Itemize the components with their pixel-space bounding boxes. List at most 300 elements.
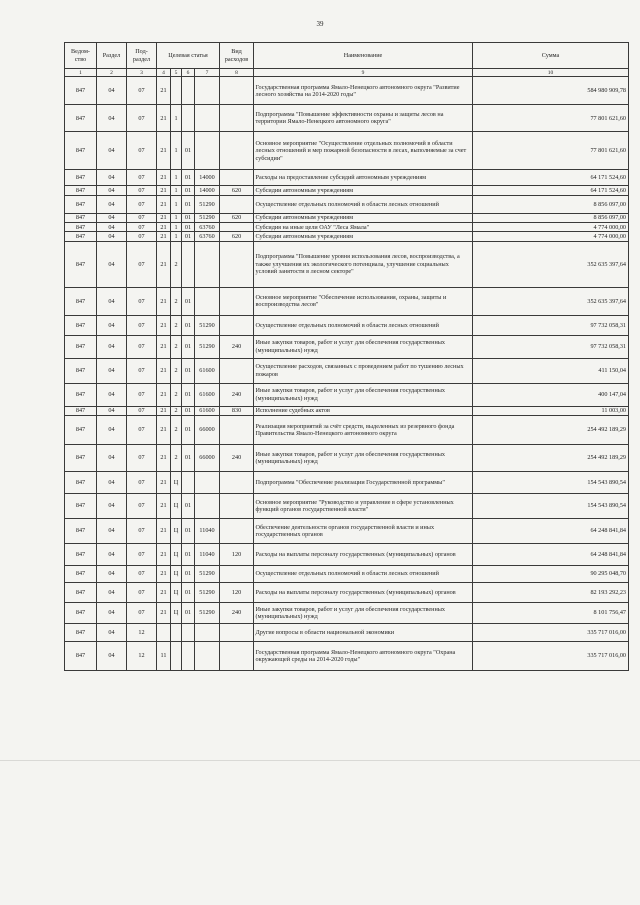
cell-c4: 21: [157, 77, 171, 105]
cell-c6: [182, 241, 195, 287]
cell-sum: 82 193 292,23: [473, 583, 629, 603]
cell-c6: 01: [182, 335, 195, 358]
cell-ved: 847: [65, 544, 97, 566]
cell-sum: 64 248 841,84: [473, 519, 629, 544]
cell-sum: 254 492 189,29: [473, 416, 629, 445]
cell-ved: 847: [65, 624, 97, 642]
cell-vid: [220, 472, 254, 494]
cell-sum: 8 856 097,00: [473, 213, 629, 222]
cell-name: Основное мероприятие "Осуществление отдельных полномочий в области лесных отношений и мер пожарной безопасности в лесах, выполняемые за счет субсидии": [254, 132, 473, 170]
cell-c4: 21: [157, 416, 171, 445]
column-header-podrazdel: Под-раздел: [127, 43, 157, 69]
cell-pod: 07: [127, 287, 157, 315]
cell-c4: 21: [157, 186, 171, 195]
cell-c5: 1: [171, 195, 182, 213]
cell-c4: 21: [157, 223, 171, 232]
cell-raz: 04: [97, 223, 127, 232]
cell-raz: 04: [97, 105, 127, 132]
column-number-cell: 10: [473, 69, 629, 77]
cell-c5: Ц: [171, 583, 182, 603]
cell-raz: 04: [97, 472, 127, 494]
cell-pod: 07: [127, 583, 157, 603]
cell-sum: 335 717 016,00: [473, 642, 629, 671]
cell-c4: 21: [157, 566, 171, 583]
cell-c6: [182, 472, 195, 494]
cell-vid: [220, 494, 254, 519]
cell-ved: 847: [65, 223, 97, 232]
cell-c4: 21: [157, 335, 171, 358]
cell-raz: 04: [97, 132, 127, 170]
cell-c5: 2: [171, 445, 182, 472]
cell-c6: [182, 642, 195, 671]
cell-c5: 1: [171, 132, 182, 170]
column-header-vid-raskhodov: Вид расходов: [220, 43, 254, 69]
cell-name: Иные закупки товаров, работ и услуг для обеспечения государственных (муниципальных) нужд: [254, 603, 473, 624]
cell-sum: 4 774 000,00: [473, 223, 629, 232]
table-row: [65, 416, 629, 445]
cell-c6: [182, 624, 195, 642]
cell-c5: 2: [171, 406, 182, 415]
cell-c5: 1: [171, 170, 182, 186]
cell-raz: 04: [97, 603, 127, 624]
table-row: [65, 406, 629, 415]
column-header-tselevaya-statya: Целевая статья: [157, 43, 220, 69]
cell-c6: 01: [182, 583, 195, 603]
cell-c4: 21: [157, 544, 171, 566]
cell-c4: [157, 624, 171, 642]
cell-name: Субсидии автономным учреждениям: [254, 232, 473, 241]
cell-c6: 01: [182, 186, 195, 195]
cell-name: Основное мероприятие "Руководство и управление в сфере установленных функций органов государственной власти": [254, 494, 473, 519]
cell-sum: 11 003,00: [473, 406, 629, 415]
cell-vid: 240: [220, 383, 254, 406]
page-edge-line: [0, 760, 640, 761]
cell-raz: 04: [97, 241, 127, 287]
cell-c7: [195, 287, 220, 315]
cell-raz: 04: [97, 494, 127, 519]
cell-raz: 04: [97, 170, 127, 186]
cell-raz: 04: [97, 544, 127, 566]
cell-name: Субсидии автономным учреждениям: [254, 186, 473, 195]
cell-vid: [220, 358, 254, 383]
table-row: [65, 195, 629, 213]
table-row: [65, 566, 629, 583]
cell-pod: 07: [127, 544, 157, 566]
cell-ved: 847: [65, 445, 97, 472]
column-number-cell: 2: [97, 69, 127, 77]
cell-vid: 240: [220, 603, 254, 624]
cell-sum: 90 295 048,70: [473, 566, 629, 583]
cell-ved: 847: [65, 287, 97, 315]
cell-raz: 04: [97, 445, 127, 472]
cell-ved: 847: [65, 170, 97, 186]
page-number: 39: [316, 20, 324, 28]
cell-c6: 01: [182, 603, 195, 624]
cell-name: Осуществление отдельных полномочий в области лесных отношений: [254, 195, 473, 213]
cell-raz: 04: [97, 213, 127, 222]
cell-pod: 07: [127, 132, 157, 170]
cell-sum: 352 635 397,64: [473, 241, 629, 287]
column-number-cell: 8: [220, 69, 254, 77]
cell-c4: 21: [157, 105, 171, 132]
cell-c7: 51290: [195, 583, 220, 603]
cell-pod: 07: [127, 519, 157, 544]
cell-c5: 2: [171, 335, 182, 358]
cell-c4: 21: [157, 287, 171, 315]
cell-c5: 2: [171, 416, 182, 445]
cell-c7: 51290: [195, 566, 220, 583]
cell-ved: 847: [65, 472, 97, 494]
column-header-name: Наименование: [254, 43, 473, 69]
cell-sum: 77 801 621,60: [473, 105, 629, 132]
cell-sum: 400 147,04: [473, 383, 629, 406]
table-row: [65, 132, 629, 170]
cell-pod: 07: [127, 213, 157, 222]
cell-c7: [195, 77, 220, 105]
cell-pod: 07: [127, 566, 157, 583]
cell-vid: [220, 132, 254, 170]
cell-c7: 51290: [195, 603, 220, 624]
cell-c7: [195, 624, 220, 642]
cell-raz: 04: [97, 624, 127, 642]
cell-pod: 07: [127, 603, 157, 624]
cell-pod: 07: [127, 315, 157, 335]
cell-ved: 847: [65, 335, 97, 358]
cell-name: Исполнение судебных актов: [254, 406, 473, 415]
cell-vid: 240: [220, 335, 254, 358]
cell-c5: 1: [171, 186, 182, 195]
cell-vid: [220, 416, 254, 445]
cell-c7: [195, 105, 220, 132]
cell-raz: 04: [97, 416, 127, 445]
cell-c6: 01: [182, 132, 195, 170]
cell-ved: 847: [65, 406, 97, 415]
cell-c4: 21: [157, 358, 171, 383]
cell-name: Подпрограмма "Повышение уровня использования лесов, воспроизводства, а также улучшения их экологического потенциала, улучшение социальных условий занятости в лесном секторе": [254, 241, 473, 287]
column-number-cell: 1: [65, 69, 97, 77]
table-row: [65, 358, 629, 383]
cell-c4: 21: [157, 213, 171, 222]
cell-c4: 21: [157, 445, 171, 472]
table-row: [65, 624, 629, 642]
cell-sum: 64 171 524,60: [473, 170, 629, 186]
table-row: [65, 603, 629, 624]
cell-name: Другие вопросы в области национальной экономики: [254, 624, 473, 642]
cell-c6: [182, 77, 195, 105]
cell-name: Иные закупки товаров, работ и услуг для обеспечения государственных (муниципальных) нужд: [254, 445, 473, 472]
cell-pod: 07: [127, 445, 157, 472]
cell-sum: 154 543 890,54: [473, 494, 629, 519]
column-number-cell: 9: [254, 69, 473, 77]
cell-c4: 21: [157, 583, 171, 603]
cell-c5: [171, 642, 182, 671]
cell-c7: [195, 642, 220, 671]
cell-vid: [220, 77, 254, 105]
cell-name: Осуществление расходов, связанных с проведением работ по тушению лесных пожаров: [254, 358, 473, 383]
cell-vid: [220, 642, 254, 671]
table-row: [65, 335, 629, 358]
cell-c7: 11040: [195, 519, 220, 544]
cell-sum: 8 101 756,47: [473, 603, 629, 624]
cell-vid: 830: [220, 406, 254, 415]
cell-vid: 620: [220, 186, 254, 195]
cell-raz: 04: [97, 358, 127, 383]
cell-c7: 66000: [195, 445, 220, 472]
cell-raz: 04: [97, 315, 127, 335]
cell-vid: [220, 105, 254, 132]
cell-c6: 01: [182, 544, 195, 566]
cell-ved: 847: [65, 416, 97, 445]
cell-c5: Ц: [171, 472, 182, 494]
table-row: [65, 544, 629, 566]
cell-raz: 04: [97, 519, 127, 544]
cell-pod: 07: [127, 232, 157, 241]
table-row: [65, 472, 629, 494]
cell-c5: 2: [171, 287, 182, 315]
table-row: [65, 241, 629, 287]
cell-c7: 14000: [195, 186, 220, 195]
cell-c7: 51290: [195, 195, 220, 213]
table-row: [65, 315, 629, 335]
cell-c6: 01: [182, 213, 195, 222]
cell-vid: 620: [220, 213, 254, 222]
cell-c6: 01: [182, 566, 195, 583]
cell-c4: 21: [157, 519, 171, 544]
cell-ved: 847: [65, 241, 97, 287]
cell-c7: 14000: [195, 170, 220, 186]
cell-vid: [220, 170, 254, 186]
cell-pod: 07: [127, 241, 157, 287]
cell-vid: 120: [220, 544, 254, 566]
cell-sum: 97 732 058,31: [473, 315, 629, 335]
cell-ved: 847: [65, 583, 97, 603]
cell-raz: 04: [97, 383, 127, 406]
column-number-cell: 4: [157, 69, 171, 77]
column-header-summa: Сумма: [473, 43, 629, 69]
cell-c4: 21: [157, 603, 171, 624]
cell-name: Государственная программа Ямало-Ненецкого автономного округа "Охрана окружающей среды на 2014-2020 годы": [254, 642, 473, 671]
cell-c6: 01: [182, 195, 195, 213]
cell-pod: 07: [127, 406, 157, 415]
cell-c5: Ц: [171, 519, 182, 544]
cell-c6: 01: [182, 315, 195, 335]
cell-c7: 51290: [195, 315, 220, 335]
column-number-cell: 3: [127, 69, 157, 77]
cell-ved: 847: [65, 358, 97, 383]
cell-sum: 352 635 397,64: [473, 287, 629, 315]
column-number-cell: 7: [195, 69, 220, 77]
cell-name: Субсидия на иные цели ОАУ "Леса Ямала": [254, 223, 473, 232]
cell-c7: 61600: [195, 406, 220, 415]
cell-sum: 335 717 016,00: [473, 624, 629, 642]
cell-ved: 847: [65, 77, 97, 105]
cell-pod: 07: [127, 170, 157, 186]
cell-c7: [195, 132, 220, 170]
cell-sum: 4 774 000,00: [473, 232, 629, 241]
cell-c6: 01: [182, 519, 195, 544]
cell-c4: 11: [157, 642, 171, 671]
cell-vid: [220, 223, 254, 232]
cell-c6: 01: [182, 358, 195, 383]
cell-c4: 21: [157, 241, 171, 287]
cell-name: Расходы на выплаты персоналу государственных (муниципальных) органов: [254, 583, 473, 603]
cell-c4: 21: [157, 315, 171, 335]
cell-c6: 01: [182, 232, 195, 241]
cell-name: Осуществление отдельных полномочий в области лесных отношений: [254, 566, 473, 583]
cell-c6: 01: [182, 406, 195, 415]
cell-c4: 21: [157, 383, 171, 406]
cell-raz: 04: [97, 287, 127, 315]
cell-ved: 847: [65, 186, 97, 195]
cell-c5: 1: [171, 213, 182, 222]
cell-pod: 07: [127, 223, 157, 232]
cell-c6: 01: [182, 494, 195, 519]
cell-raz: 04: [97, 335, 127, 358]
cell-raz: 04: [97, 566, 127, 583]
cell-c4: 21: [157, 195, 171, 213]
cell-ved: 847: [65, 132, 97, 170]
cell-c5: 1: [171, 223, 182, 232]
cell-vid: 620: [220, 232, 254, 241]
cell-vid: 240: [220, 445, 254, 472]
cell-c5: [171, 77, 182, 105]
cell-name: Расходы на предоставление субсидий автономным учреждениям: [254, 170, 473, 186]
cell-pod: 07: [127, 494, 157, 519]
table-row: [65, 232, 629, 241]
cell-pod: 07: [127, 195, 157, 213]
cell-raz: 04: [97, 232, 127, 241]
cell-sum: 254 492 189,29: [473, 445, 629, 472]
cell-c5: Ц: [171, 544, 182, 566]
cell-sum: 77 801 621,60: [473, 132, 629, 170]
column-header-vedomstvo: Ведом-ство: [65, 43, 97, 69]
cell-raz: 04: [97, 186, 127, 195]
column-header-razdel: Раздел: [97, 43, 127, 69]
table-row: [65, 287, 629, 315]
cell-sum: 64 171 524,60: [473, 186, 629, 195]
cell-sum: 64 248 841,84: [473, 544, 629, 566]
cell-c5: 2: [171, 383, 182, 406]
cell-c6: 01: [182, 416, 195, 445]
cell-c6: 01: [182, 445, 195, 472]
cell-vid: [220, 519, 254, 544]
cell-c6: 01: [182, 170, 195, 186]
cell-name: Иные закупки товаров, работ и услуг для обеспечения государственных (муниципальных) нужд: [254, 383, 473, 406]
cell-sum: 584 980 909,78: [473, 77, 629, 105]
cell-raz: 04: [97, 583, 127, 603]
cell-c4: 21: [157, 472, 171, 494]
cell-name: Расходы на выплаты персоналу государственных (муниципальных) органов: [254, 544, 473, 566]
table-row: [65, 213, 629, 222]
cell-vid: [220, 566, 254, 583]
cell-c7: 51290: [195, 335, 220, 358]
cell-pod: 07: [127, 383, 157, 406]
cell-name: Реализация мероприятий за счёт средств, выделенных из резервного фонда Правительства Ямало-Ненецкого автономного округа: [254, 416, 473, 445]
table-row: [65, 170, 629, 186]
cell-ved: 847: [65, 195, 97, 213]
cell-sum: 411 150,04: [473, 358, 629, 383]
table-row: [65, 519, 629, 544]
cell-vid: [220, 624, 254, 642]
cell-pod: 07: [127, 77, 157, 105]
cell-pod: 07: [127, 472, 157, 494]
cell-c5: [171, 624, 182, 642]
cell-sum: 97 732 058,31: [473, 335, 629, 358]
column-number-cell: 6: [182, 69, 195, 77]
cell-ved: 847: [65, 315, 97, 335]
table-row: [65, 105, 629, 132]
cell-ved: 847: [65, 494, 97, 519]
cell-pod: 12: [127, 642, 157, 671]
cell-c5: 1: [171, 105, 182, 132]
cell-c4: 21: [157, 170, 171, 186]
cell-name: Иные закупки товаров, работ и услуг для обеспечения государственных (муниципальных) нужд: [254, 335, 473, 358]
cell-pod: 07: [127, 335, 157, 358]
cell-c5: Ц: [171, 566, 182, 583]
cell-ved: 847: [65, 213, 97, 222]
cell-ved: 847: [65, 105, 97, 132]
cell-pod: 07: [127, 358, 157, 383]
cell-c6: 01: [182, 223, 195, 232]
cell-ved: 847: [65, 519, 97, 544]
cell-sum: 154 543 890,54: [473, 472, 629, 494]
cell-ved: 847: [65, 642, 97, 671]
table-row: [65, 642, 629, 671]
table-row: [65, 77, 629, 105]
cell-c4: 21: [157, 132, 171, 170]
cell-pod: 07: [127, 416, 157, 445]
cell-name: Обеспечение деятельности органов государственной власти и иных государственных органов: [254, 519, 473, 544]
cell-raz: 04: [97, 406, 127, 415]
cell-c6: 01: [182, 383, 195, 406]
cell-c4: 21: [157, 232, 171, 241]
table-row: [65, 445, 629, 472]
cell-name: Подпрограмма "Повышение эффективности охраны и защиты лесов на территории Ямало-Ненецкого автономного округа": [254, 105, 473, 132]
cell-c5: 2: [171, 315, 182, 335]
cell-c7: 61600: [195, 383, 220, 406]
cell-vid: [220, 315, 254, 335]
cell-vid: [220, 241, 254, 287]
cell-name: Подпрограмма "Обеспечение реализации Государственной программы": [254, 472, 473, 494]
cell-c6: 01: [182, 287, 195, 315]
cell-c7: 66000: [195, 416, 220, 445]
cell-vid: 120: [220, 583, 254, 603]
column-number-row: [65, 69, 629, 77]
cell-c5: Ц: [171, 603, 182, 624]
cell-ved: 847: [65, 603, 97, 624]
cell-vid: [220, 287, 254, 315]
cell-name: Основное мероприятие "Обеспечение использования, охраны, защиты и воспроизводства лесов": [254, 287, 473, 315]
cell-c5: 2: [171, 241, 182, 287]
cell-c7: 61600: [195, 358, 220, 383]
cell-c7: [195, 494, 220, 519]
cell-ved: 847: [65, 383, 97, 406]
cell-name: Осуществление отдельных полномочий в области лесных отношений: [254, 315, 473, 335]
cell-c7: 51290: [195, 213, 220, 222]
table-row: [65, 186, 629, 195]
cell-c7: [195, 241, 220, 287]
cell-pod: 07: [127, 186, 157, 195]
cell-name: Государственная программа Ямало-Ненецкого автономного округа "Развитие лесного хозяйства на 2014-2020 годы": [254, 77, 473, 105]
cell-c7: 11040: [195, 544, 220, 566]
cell-raz: 04: [97, 642, 127, 671]
cell-c5: Ц: [171, 494, 182, 519]
budget-table: [64, 42, 629, 671]
cell-c4: 21: [157, 406, 171, 415]
table-row: [65, 583, 629, 603]
cell-c6: [182, 105, 195, 132]
cell-raz: 04: [97, 195, 127, 213]
